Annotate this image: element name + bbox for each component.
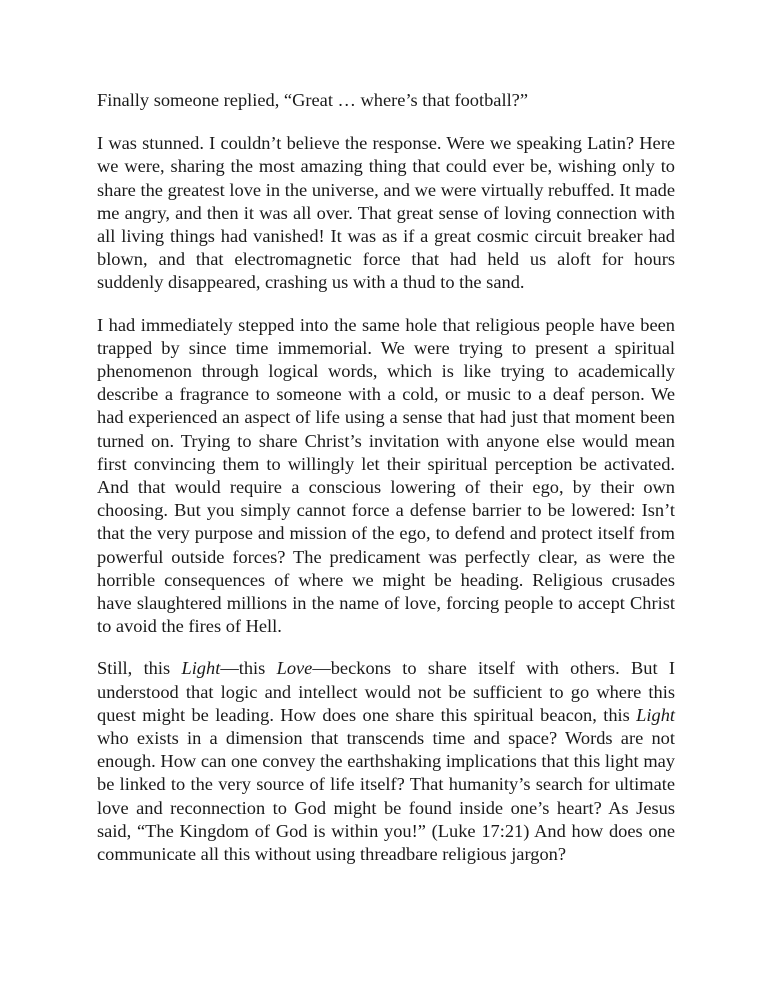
italic-emphasis-love: Love	[276, 658, 313, 679]
paragraph-text: I was stunned. I couldn’t believe the response. Were we speaking Latin? Here we were, sharing the most amazing thing that could ever be, wishing only to share the greatest love in the universe, and we were virtually rebuffed. It made me angry, and then it was all over. That great sense of loving connection with all living things had vanished! It was as if a great cosmic circuit breaker had blown, and that electromagnetic force that had held us aloft for hours suddenly disappeared, crashing us with a thud to the sand.	[97, 133, 675, 293]
paragraph-text: who exists in a dimension that transcends time and space? Words are not enough. How can one convey the earthshaking implications that this light may be linked to the very source of life itself? That humanity’s search for ultimate love and reconnection to God might be found inside one’s heart? As Jesus said, “The Kingdom of God is within you!” (Luke 17:21) And how does one communicate all this without using threadbare religious jargon?	[97, 728, 675, 865]
paragraph-4	[97, 657, 675, 866]
paragraph-text: —beckons to share itself with others. But I understood that logic and intellect would not be sufficient to go where this quest might be leading. How does one share this spiritual beacon, this	[97, 658, 676, 725]
paragraph-text: —this	[220, 658, 277, 679]
document-page	[97, 89, 675, 885]
paragraph-text: Still, this	[97, 658, 182, 679]
paragraph-3	[97, 314, 675, 639]
paragraph-2	[97, 132, 675, 294]
italic-emphasis-light: Light	[636, 704, 675, 725]
italic-emphasis-light: Light	[181, 658, 221, 679]
paragraph-text: I had immediately stepped into the same hole that religious people have been trapped by since time immemorial. We were trying to present a spiritual phenomenon through logical words, which is like trying to academically describe a fragrance to someone with a cold, or music to a deaf person. We had experienced an aspect of life using a sense that had just that moment been turned on. Trying to share Christ’s invitation with anyone else would mean first convincing them to willingly let their spiritual perception be activated. And that would require a conscious lowering of their ego, by their own choosing. But you simply cannot force a defense barrier to be lowered: Isn’t that the very purpose and mission of the ego, to defend and protect itself from powerful outside forces? The predicament was perfectly clear, as were the horrible consequences of where we might be heading. Religious crusades have slaughtered millions in the name of love, forcing people to accept Christ to avoid the fires of Hell.	[97, 314, 675, 637]
paragraph-1	[97, 89, 675, 112]
paragraph-text: Finally someone replied, “Great … where’s that football?”	[97, 90, 529, 110]
